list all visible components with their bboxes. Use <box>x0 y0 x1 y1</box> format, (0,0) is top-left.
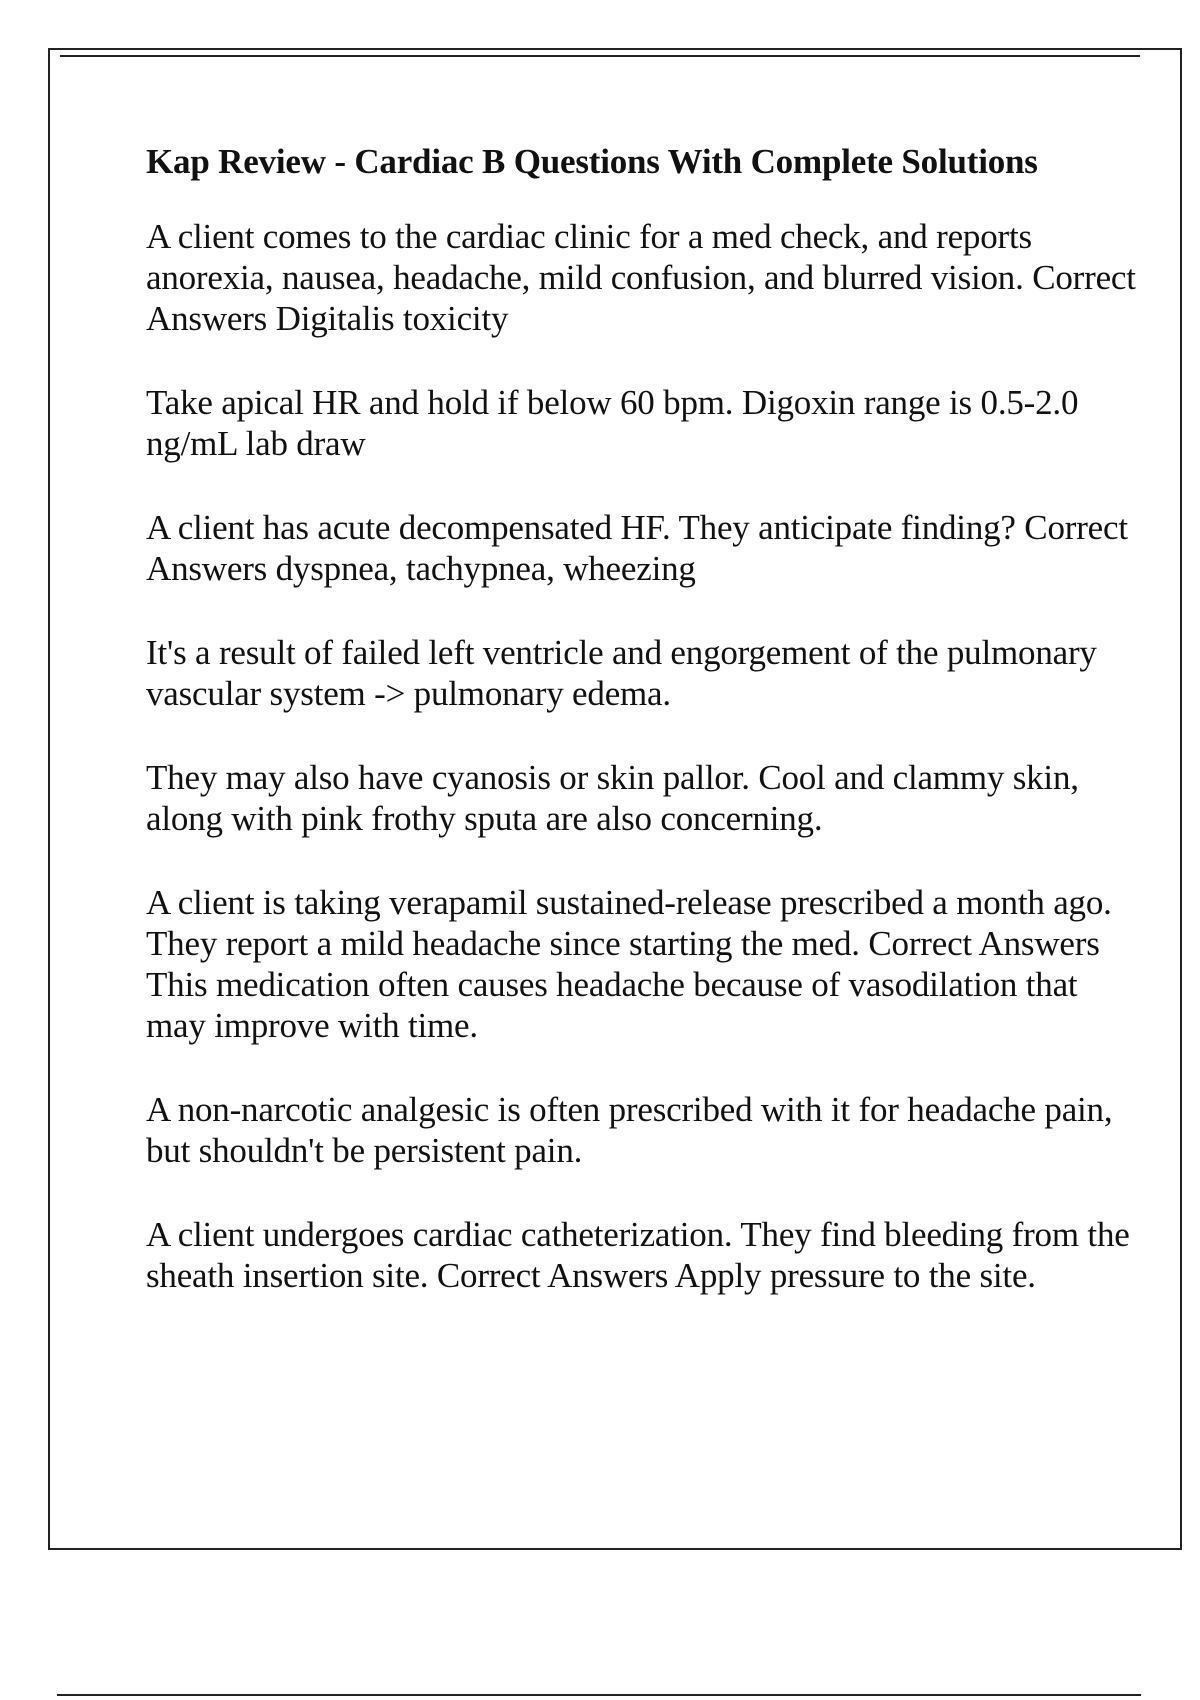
note-cyanosis: They may also have cyanosis or skin pallor. Cool and clammy skin, along with pink frothy sputa are also concerning. <box>146 758 1079 838</box>
question-digitalis: A client comes to the cardiac clinic for a med check, and reports anorexia, nausea, headache, mild confusion, and blurred vision. Correct Answers Digitalis toxicity <box>146 217 1136 338</box>
question-verapamil: A client is taking verapamil sustained-release prescribed a month ago. They report a mild headache since starting the med. Correct Answers This medication often causes headache because of vasodilation that may improve with time. <box>146 883 1112 1045</box>
note-pulmonary-edema: It's a result of failed left ventricle and engorgement of the pulmonary vascular system -> pulmonary edema. <box>146 633 1097 713</box>
question-heart-failure: A client has acute decompensated HF. They anticipate finding? Correct Answers dyspnea, tachypnea, wheezing <box>146 508 1128 588</box>
document-body <box>146 142 1136 1339</box>
page-frame <box>48 48 1182 1550</box>
note-analgesic: A non-narcotic analgesic is often prescribed with it for headache pain, but shouldn't be persistent pain. <box>146 1090 1113 1170</box>
header-rule <box>60 55 1140 57</box>
question-catheterization: A client undergoes cardiac catheterization. They find bleeding from the sheath insertion site. Correct Answers Apply pressure to the site. <box>146 1215 1130 1295</box>
footer-rule <box>57 1694 1141 1696</box>
document-title: Kap Review - Cardiac B Questions With Complete Solutions <box>146 142 1038 181</box>
note-digoxin: Take apical HR and hold if below 60 bpm. Digoxin range is 0.5-2.0 ng/mL lab draw <box>146 383 1079 463</box>
